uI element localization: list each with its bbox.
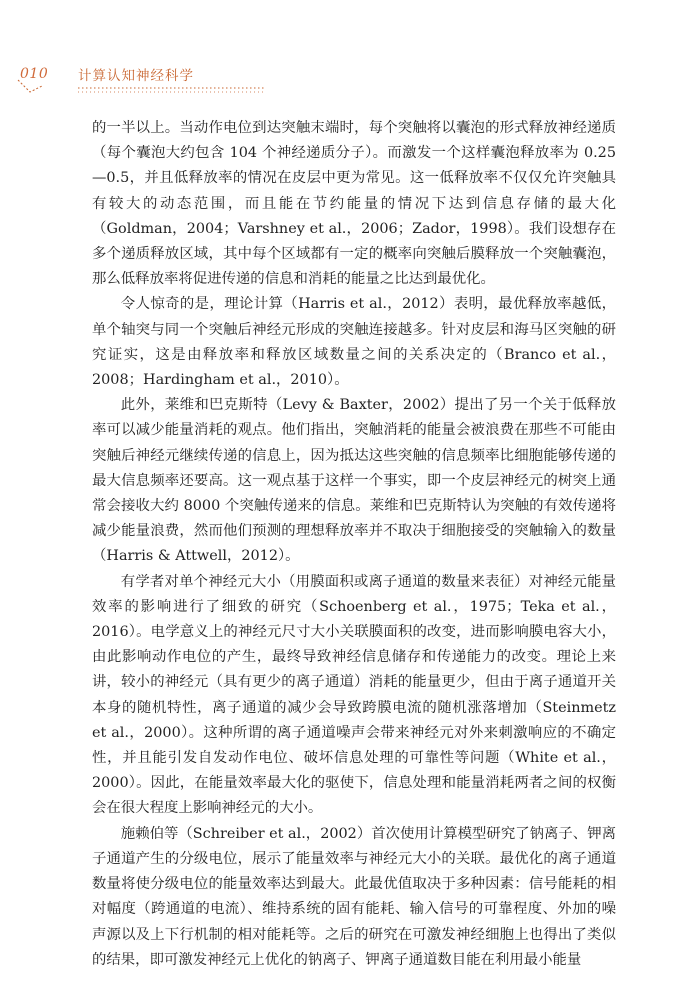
body-text xyxy=(92,116,616,973)
paragraph: 施赖伯等（Schreiber et al.，2002）首次使用计算模型研究了钠离子、钾离子通道产生的分级电位，展示了能量效率与神经元大小的关联。最优化的离子通道数量将使分级电位的能量效率达到最大。此最优值取决于多种因素：信号能耗的相对幅度（跨通道的电流）、维持系统的固有能耗、输入信号的可靠程度、外加的噪声源以及上下行机制的相对能耗等。之后的研究在可激发神经细胞上也得出了类似的结果，即可激发神经元上优化的钠离子、钾离子通道数目能在利用最小能量 xyxy=(92,825,616,968)
paragraph: 令人惊奇的是，理论计算（Harris et al.，2012）表明，最优释放率越低，单个轴突与同一个突触后神经元形成的突触连接越多。针对皮层和海马区突触的研究证实，这是由释放率和释放区域数量之间的关系决定的（Branco et al.，2008；Hardingham et al.，2010）。 xyxy=(92,296,616,389)
page-header xyxy=(0,0,700,112)
page-number: 010 xyxy=(20,66,49,82)
header-divider-ornament xyxy=(16,78,266,100)
paragraph: 的一半以上。当动作电位到达突触末端时，每个突触将以囊泡的形式释放神经递质（每个囊泡大约包含 104 个神经递质分子）。而激发一个这样囊泡释放率为 0.25—0.5，并且低释放率的情况在皮层中更为常见。这一低释放率不仅仅允许突触具有较大的动态范围，而且能在节约能量的情况下达到信息存储的最大化（Goldman，2004；Varshney et al.，2006；Zador，1998）。我们设想存在多个递质释放区域，其中每个区域都有一定的概率向突触后膜释放一个突触囊泡，那么低释放率将促进传递的信息和消耗的能量之比达到最优化。 xyxy=(92,120,616,288)
paragraph: 此外，莱维和巴克斯特（Levy & Baxter，2002）提出了另一个关于低释放率可以减少能量消耗的观点。他们指出，突触消耗的能量会被浪费在那些不可能由突触后神经元继续传递的信息上，因为抵达这些突触的信息频率比细胞能够传递的最大信息频率还要高。这一观点基于这样一个事实，即一个皮层神经元的树突上通常会接收大约 8000 个突触传递来的信息。莱维和巴克斯特认为突触的有效传递将减少能量浪费，然而他们预测的理想释放率并不取决于细胞接受的突触输入的数量（Harris & Attwell，2012）。 xyxy=(92,397,616,565)
paragraph: 有学者对单个神经元大小（用膜面积或离子通道的数量来表征）对神经元能量效率的影响进行了细致的研究（Schoenberg et al.，1975；Teka et al.，2016）。电学意义上的神经元尺寸大小关联膜面积的改变，进而影响膜电容大小，由此影响动作电位的产生，最终导致神经信息储存和传递能力的改变。理论上来讲，较小的神经元（具有更少的离子通道）消耗的能量更少，但由于离子通道开关本身的随机特性，离子通道的减少会导致跨膜电流的随机涨落增加（Steinmetz et al.，2000）。这种所谓的离子通道噪声会带来神经元对外来刺激响应的不确定性，并且能引发自发动作电位、破坏信息处理的可靠性等问题（White et al.，2000）。因此，在能量效率最大化的驱使下，信息处理和能量消耗两者之间的权衡会在很大程度上影响神经元的大小。 xyxy=(92,573,616,817)
book-title: 计算认知神经科学 xyxy=(78,68,194,84)
